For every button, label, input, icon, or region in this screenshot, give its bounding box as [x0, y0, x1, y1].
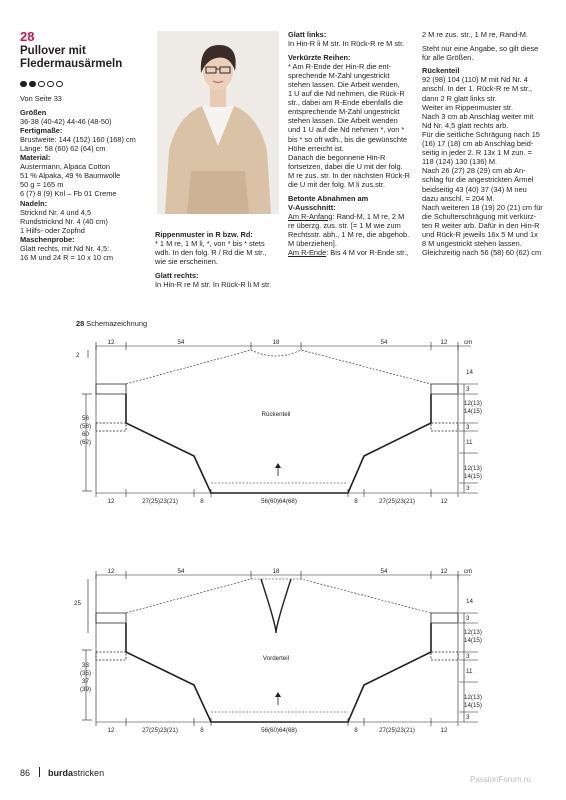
pattern-title: [20, 45, 122, 71]
col1-line: Glatt rechts, mit Nd Nr. 4,5:: [20, 244, 110, 253]
back-bottom-dim-3: 8: [200, 498, 204, 505]
col1-line: Von Seite 33: [20, 94, 62, 103]
front-top-dim-5: 12: [440, 568, 448, 575]
col4-line: Nd Nr. 4,5 glatt rechts arb.: [422, 120, 509, 130]
difficulty-dot: [56, 81, 63, 88]
brand-light: stricken: [73, 768, 105, 778]
col3-line: Glatt links:: [288, 30, 327, 39]
col1-line: 6 (7) 8 (9) Knl – Fb 01 Creme: [20, 189, 117, 199]
col3-line: stehen lassen. Die Arbeit wenden: [288, 116, 398, 126]
col4-line: und Rück-R jeweils 16x 5 M und 1x: [422, 229, 538, 239]
col3-line: Am R-Anfang: Rand-M, 1 M re, 2 M: [288, 211, 405, 221]
front-right-dim-9: 3: [466, 714, 470, 721]
col3-line: str., dabei am R-Ende ebenfalls die: [288, 98, 404, 108]
back-bottom-dim-5: 8: [354, 498, 358, 505]
difficulty-dot: [47, 81, 54, 88]
column-3: [288, 30, 416, 257]
col3-line: Rechtsstr. abh., 1 M re, die abgehob.: [288, 229, 410, 239]
back-right-dim-4: 14(15): [464, 408, 482, 415]
col4-line: dann 2 R glatt links str.: [422, 93, 497, 103]
front-bottom-dim-7: 12: [440, 727, 448, 734]
front-bottom-dim-4: 56(60)64(68): [261, 727, 297, 734]
page-number: 86: [20, 768, 31, 778]
front-bottom-dim-2: 27(25)23(21): [142, 727, 178, 734]
front-right-dim-7: 12(13): [464, 694, 482, 701]
col1-line: 50 g = 165 m: [20, 180, 64, 190]
back-bottom-dim-1: 12: [107, 498, 115, 505]
col1-line: Länge: 58 (60) 62 (64) cm: [20, 143, 106, 153]
col4-line: die Schulterschrägung mit verkürz-: [422, 211, 537, 221]
col2-line: Glatt rechts:: [155, 270, 199, 280]
difficulty-dot: [38, 81, 45, 88]
col3-line: sprechende M-Zahl ungestrickt: [288, 70, 390, 80]
front-right-dim-4: 14(15): [464, 637, 482, 644]
col1-line: 51 % Alpaka, 49 % Baumwolle: [20, 171, 121, 181]
col3-line: die U mit der folg. M li zus.str.: [288, 180, 385, 189]
col1-line: 16 M und 24 R = 10 x 10 cm: [20, 253, 114, 263]
back-left-dim-3: 60: [82, 431, 89, 438]
back-left-dim-1: 56: [82, 415, 89, 422]
back-piece-label: Rückenteil: [261, 411, 291, 418]
col1-line: Material:: [20, 153, 51, 163]
back-top-dim-2: 54: [177, 339, 185, 346]
col3-line: Danach die begonnene Hin-R: [288, 152, 386, 162]
col3-line: fortsetzen, dabei die U mit der folg.: [288, 161, 403, 171]
col1-line: 36-38 (40-42) 44-46 (48-50): [20, 116, 112, 126]
difficulty-dot: [20, 81, 27, 88]
front-top-unit: cm: [464, 568, 473, 575]
front-top-dim-3: 18: [272, 568, 280, 575]
back-top-dim-1: 12: [107, 339, 115, 346]
front-left-dim-4: (39): [80, 686, 92, 693]
col4-line: ten R weiter arb. Dafür in den Hin-R: [422, 220, 540, 230]
back-bottom-dim-2: 27(25)23(21): [142, 498, 178, 505]
col2-line: wdh. In den folg. R / Rd die M str.,: [155, 248, 267, 258]
col3-line: Verkürzte Reihen:: [288, 52, 351, 62]
back-right-dim-1: 14: [466, 369, 473, 376]
back-right-dim-6: 11: [466, 439, 473, 446]
back-top-unit: cm: [464, 339, 473, 346]
col4-line: Weiter im Rippenmuster str.: [422, 102, 514, 112]
schematic-back: [66, 336, 486, 508]
back-top-dim-3: 18: [272, 339, 280, 346]
col3-line: In Hin-R li M str. In Rück-R re M str.: [288, 39, 405, 49]
front-right-dim-6: 11: [466, 668, 473, 675]
col1-line: Fertigmaße:: [20, 125, 63, 135]
title-line-1: Pullover mit: [20, 45, 86, 57]
front-right-dim-3: 12(13): [464, 629, 482, 636]
col3-line: * Am R-Ende der Hin-R die ent-: [288, 61, 392, 71]
col4-line: 92 (98) 104 (110) M mit Nd Nr. 4: [422, 75, 528, 85]
column-2: [155, 230, 283, 289]
back-bottom-dim-7: 12: [440, 498, 448, 505]
col4-line: Nach weiteren 18 (19) 20 (21) cm für: [422, 202, 543, 212]
col4-line: anschl. In der 1. Rück-R re M str.,: [422, 84, 533, 94]
difficulty-rating: [20, 74, 65, 92]
front-top-dim-1: 12: [107, 568, 115, 575]
col3-line: bis * so oft wdh., bis die gewünschte: [288, 134, 408, 144]
front-bottom-dim-5: 8: [354, 727, 358, 734]
col4-line: 8 M ungestrickt stehen lassen.: [422, 239, 522, 249]
col3-line: Am R-Ende: Bis 4 M vor R-Ende str.,: [288, 248, 409, 258]
watermark: PassionForum.ru: [470, 775, 531, 784]
schema-number: 28: [76, 319, 85, 328]
col2-line: wie sie erscheinen.: [155, 257, 218, 267]
column-1: [20, 94, 148, 262]
col4-line: beidseitig 43 (40) 37 (34) M neu: [422, 184, 527, 194]
col3-line: stehen lassen. Die Arbeit wenden,: [288, 79, 400, 89]
col3-line: M re zus. str. In der nächsten Rück-R: [288, 170, 410, 180]
schema-label: Schemazeichnung: [86, 319, 148, 328]
back-bottom-dim-4: 56(60)64(68): [261, 498, 297, 505]
col3-line: 1 U auf die Nd nehmen, die Rück-R: [288, 89, 405, 99]
back-right-dim-8: 14(15): [464, 473, 482, 480]
col1-line: Größen: [20, 107, 47, 117]
col1-line: Nadeln:: [20, 198, 48, 208]
col4-line: schlag für die angestrickten Ärmel: [422, 175, 534, 185]
col1-line: Rundstricknd Nr. 4 (40 cm): [20, 216, 108, 226]
col1-line: Stricknd Nr. 4 und 4,5: [20, 207, 92, 217]
front-right-dim-8: 14(15): [464, 702, 482, 709]
back-left-dim-4: (62): [80, 439, 92, 446]
schematic-front: [66, 565, 486, 737]
col4-line: Für die seitliche Schrägung nach 15: [422, 129, 540, 139]
front-right-dim-1: 14: [466, 598, 473, 605]
back-bottom-dim-6: 27(25)23(21): [379, 498, 415, 505]
col4-line: Nach 26 (27) 28 (29) cm ab An-: [422, 166, 526, 176]
title-line-2: Fledermausärmeln: [20, 58, 123, 70]
front-right-dim-5: 3: [466, 653, 470, 660]
back-top-dim-5: 12: [440, 339, 448, 346]
front-left-dim-2: (35): [80, 670, 92, 677]
front-top-dim-2: 54: [177, 568, 185, 575]
front-left-dim-1: 33: [82, 662, 89, 669]
front-left-dim-3: 37: [82, 678, 89, 685]
col3-line: V-Ausschnitt:: [288, 202, 336, 212]
col1-line: Brustweite: 144 (152) 160 (168) cm: [20, 134, 136, 144]
back-right-dim-3: 12(13): [464, 400, 482, 407]
footer-divider: [39, 767, 40, 777]
col4-line: 118 (124) 130 (136) M.: [422, 157, 498, 167]
col1-line: Maschenprobe:: [20, 234, 75, 244]
col4-line: (16) 17 (18) cm ab Anschlag beid-: [422, 139, 534, 149]
front-bottom-dim-1: 12: [107, 727, 115, 734]
page-footer: [20, 767, 104, 778]
front-bottom-dim-6: 27(25)23(21): [379, 727, 415, 734]
difficulty-dot: [29, 81, 36, 88]
back-right-dim-5: 3: [466, 424, 470, 431]
column-4: [422, 30, 552, 257]
front-top-dim-4: 54: [380, 568, 388, 575]
col3-line: Betonte Abnahmen am: [288, 193, 369, 203]
front-bottom-dim-3: 8: [200, 727, 204, 734]
back-left-top-dim: 2: [76, 352, 80, 359]
col3-line: Höhe erreicht ist.: [288, 143, 344, 153]
col3-line: und 1 U auf die Nd nehmen *, von *: [288, 125, 405, 135]
front-left-top-dim: 25: [74, 600, 81, 607]
front-piece-label: Vorderteil: [262, 655, 290, 662]
col3-line: entsprechende M-Zahl ungestrickt: [288, 107, 400, 117]
front-right-dim-2: 3: [466, 615, 470, 622]
col4-line: Nach 3 cm ab Anschlag weiter mit: [422, 111, 534, 121]
col4-line: Gleichzeitig nach 56 (58) 60 (62) cm: [422, 248, 542, 258]
pattern-number: 28: [20, 29, 35, 44]
col4-line: Rückenteil: [422, 66, 460, 76]
col4-line: 2 M re zus. str., 1 M re, Rand-M.: [422, 30, 528, 39]
col4-line: dazu anschl. = 204 M.: [422, 193, 495, 203]
col1-line: 1 Hilfs- oder Zopfnd: [20, 225, 85, 235]
col4-line: für alle Größen.: [422, 52, 474, 62]
col4-line: seitig in jeder 2. R 13x 1 M zun. =: [422, 148, 532, 158]
back-top-dim-4: 54: [380, 339, 388, 346]
schema-heading: [76, 319, 147, 328]
back-right-dim-7: 12(13): [464, 465, 482, 472]
back-right-dim-9: 3: [466, 485, 470, 492]
model-photo: [157, 31, 279, 214]
brand-bold: burda: [48, 768, 74, 778]
col1-line: Austermann, Alpaca Cotton: [20, 162, 110, 172]
back-left-dim-2: (58): [80, 423, 92, 430]
col2-line: Rippenmuster in R bzw. Rd:: [155, 230, 253, 239]
col3-line: M überziehen].: [288, 239, 337, 249]
back-right-dim-2: 3: [466, 386, 470, 393]
col2-line: * 1 M re, 1 M li, *, von * bis * stets: [155, 239, 265, 249]
col2-line: In Hin-R re M str. In Rück-R li M str.: [155, 279, 272, 289]
col4-line: Steht nur eine Angabe, so gilt diese: [422, 43, 539, 53]
col3-line: re überzg. zus. str. [= 1 M wie zum: [288, 220, 401, 230]
